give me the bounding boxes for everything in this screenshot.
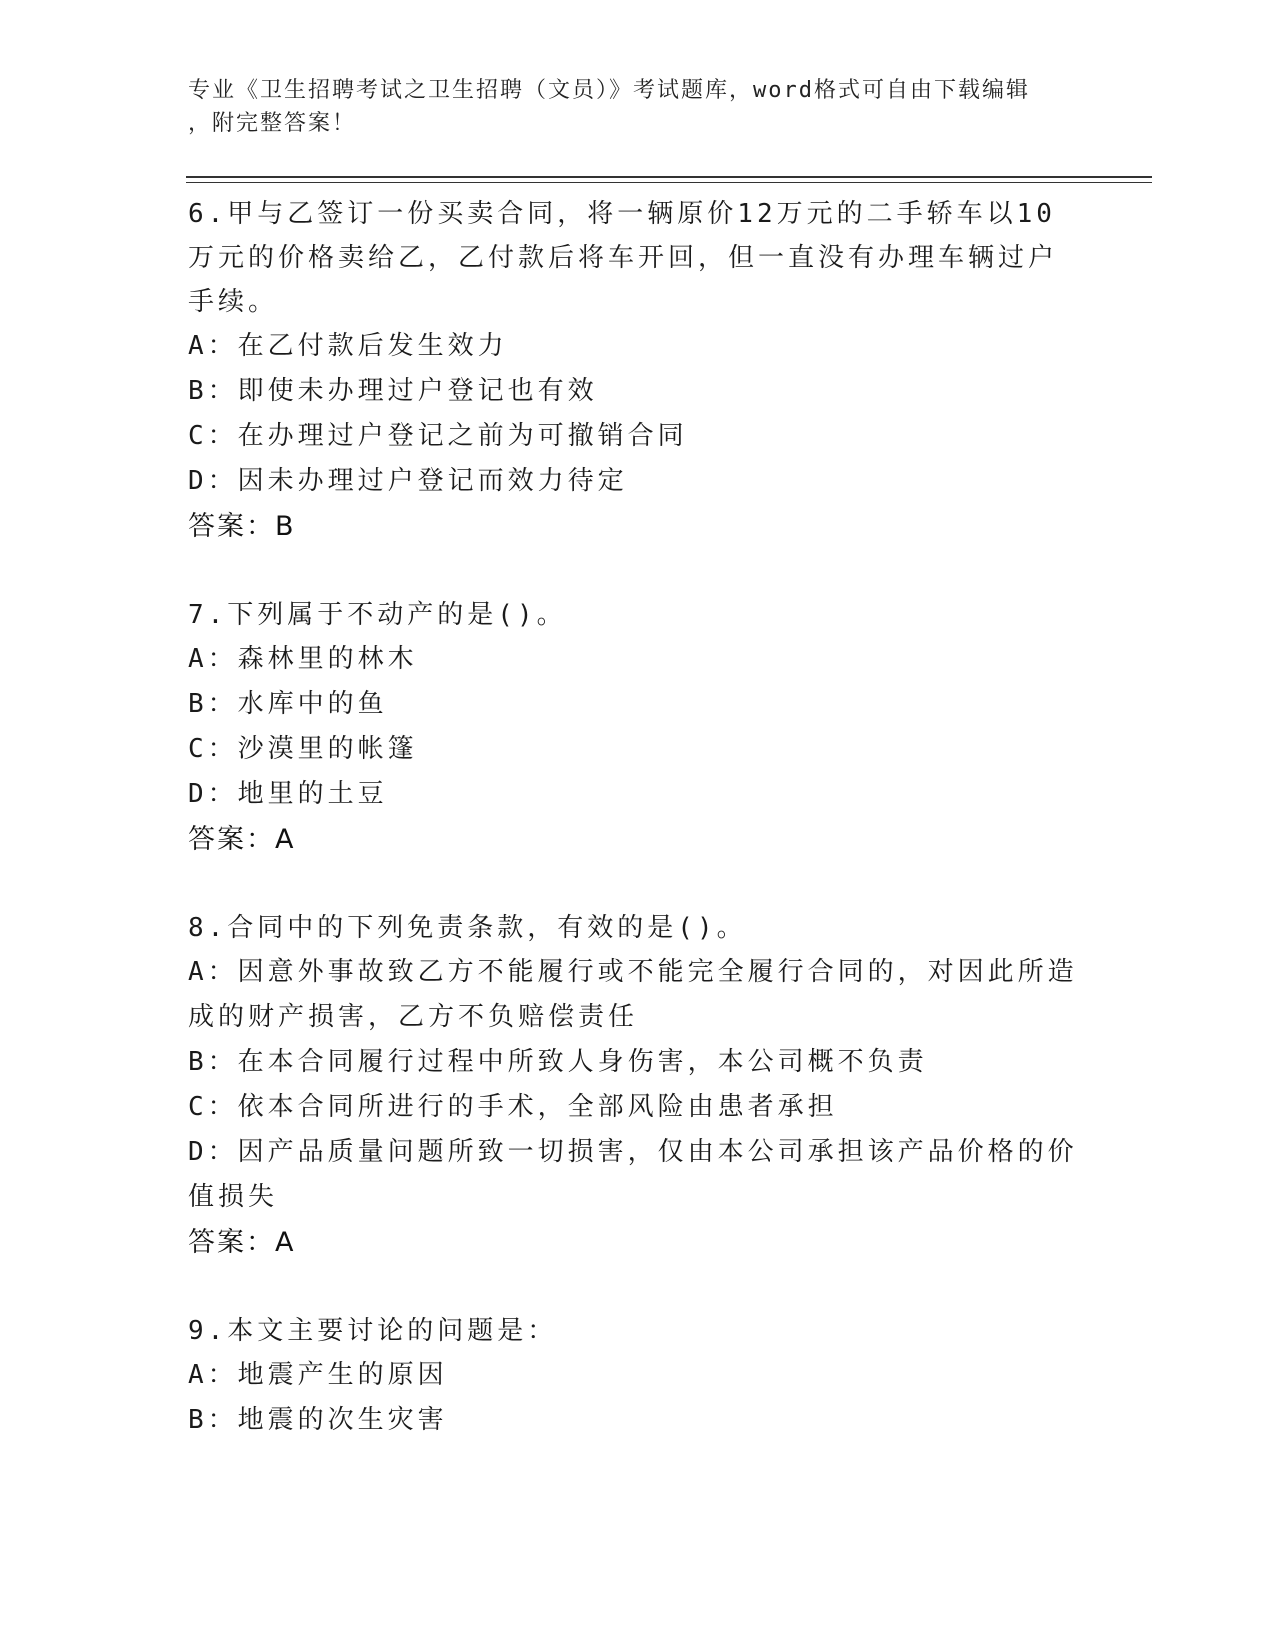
header-line-2: ，附完整答案！ — [188, 111, 357, 136]
header-line-1: 专业《卫生招聘考试之卫生招聘（文员）》考试题库，word格式可自由下载编辑 — [188, 78, 1030, 103]
option-b: B：地震的次生灾害 — [188, 1405, 448, 1435]
header-rule-thin — [186, 182, 1152, 183]
option-a: A：在乙付款后发生效力 — [188, 331, 508, 361]
option-a: A：森林里的林木 — [188, 644, 418, 674]
option-b: B：即使未办理过户登记也有效 — [188, 376, 598, 406]
answer: 答案：A — [188, 824, 296, 855]
option-c: C：在办理过户登记之前为可撤销合同 — [188, 421, 688, 451]
option-d: D：因产品质量问题所致一切损害，仅由本公司承担该产品价格的价值损失 — [188, 1137, 1078, 1212]
option-d: D：地里的土豆 — [188, 779, 388, 809]
question-stem: 7.下列属于不动产的是()。 — [188, 600, 567, 630]
question-stem: 6.甲与乙签订一份买卖合同，将一辆原价12万元的二手轿车以10万元的价格卖给乙，乙付款后将车开回，但一直没有办理车辆过户手续。 — [188, 199, 1059, 317]
header-rule-thick — [186, 176, 1152, 178]
option-b: B：水库中的鱼 — [188, 689, 388, 719]
option-c: C：沙漠里的帐篷 — [188, 734, 418, 764]
option-d: D：因未办理过户登记而效力待定 — [188, 466, 628, 496]
question-7 — [188, 593, 1078, 862]
answer: 答案：B — [188, 511, 296, 542]
option-a: A：地震产生的原因 — [188, 1360, 448, 1390]
question-6 — [188, 192, 1078, 549]
document-header — [188, 74, 1068, 140]
option-b: B：在本合同履行过程中所致人身伤害，本公司概不负责 — [188, 1047, 928, 1077]
question-stem: 8.合同中的下列免责条款，有效的是()。 — [188, 913, 747, 943]
question-list — [188, 192, 1078, 1487]
answer: 答案：A — [188, 1227, 296, 1258]
option-a: A：因意外事故致乙方不能履行或不能完全履行合同的，对因此所造成的财产损害，乙方不负赔偿责任 — [188, 957, 1078, 1032]
question-stem: 9.本文主要讨论的问题是： — [188, 1316, 558, 1346]
option-c: C：依本合同所进行的手术，全部风险由患者承担 — [188, 1092, 838, 1122]
question-8 — [188, 906, 1078, 1265]
question-9 — [188, 1309, 1078, 1443]
